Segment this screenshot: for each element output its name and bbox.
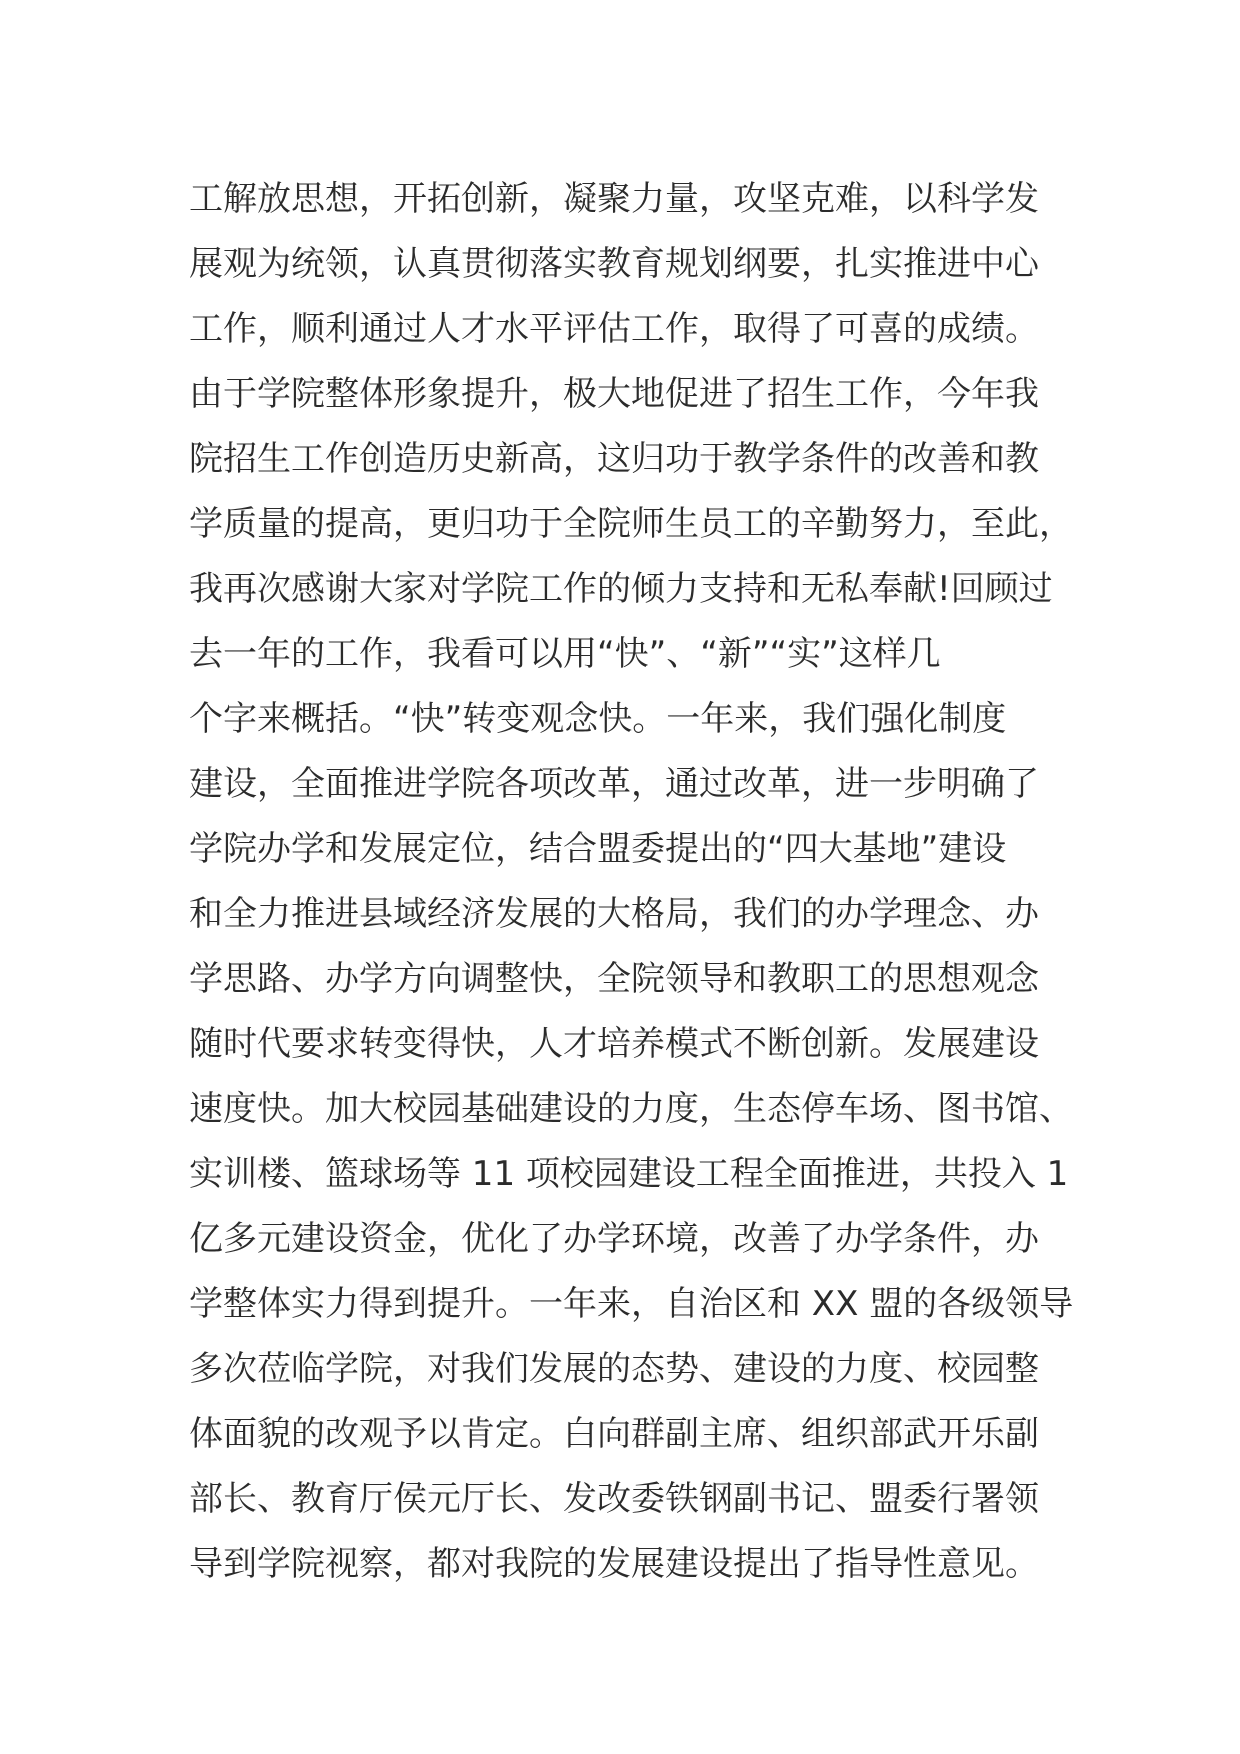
text-line: 多次莅临学院，对我们发展的态势、建设的力度、校园整 [189, 1349, 1039, 1389]
text-line: 导到学院视察，都对我院的发展建设提出了指导性意见。 [189, 1544, 1039, 1584]
text-line: 和全力推进县域经济发展的大格局，我们的办学理念、办 [189, 894, 1039, 934]
body-text [189, 167, 1074, 1597]
text-line: 速度快。加大校园基础建设的力度，生态停车场、图书馆、 [189, 1089, 1073, 1129]
text-line: 体面貌的改观予以肯定。白向群副主席、组织部武开乐副 [189, 1414, 1039, 1454]
text-line: 学思路、办学方向调整快，全院领导和教职工的思想观念 [189, 959, 1039, 999]
text-line: 学质量的提高，更归功于全院师生员工的辛勤努力，至此， [189, 504, 1073, 544]
text-line: 随时代要求转变得快，人才培养模式不断创新。发展建设 [189, 1024, 1039, 1064]
text-line: 由于学院整体形象提升，极大地促进了招生工作，今年我 [189, 374, 1039, 414]
text-line: 实训楼、篮球场等 11 项校园建设工程全面推进，共投入 1 [189, 1154, 1069, 1194]
text-line: 学整体实力得到提升。一年来，自治区和 XX 盟的各级领导 [189, 1284, 1074, 1324]
text-line: 展观为统领，认真贯彻落实教育规划纲要，扎实推进中心 [189, 244, 1039, 284]
text-line: 亿多元建设资金，优化了办学环境，改善了办学条件，办 [189, 1219, 1039, 1259]
text-line: 工作，顺利通过人才水平评估工作，取得了可喜的成绩。 [189, 309, 1039, 349]
text-line: 建设，全面推进学院各项改革，通过改革，进一步明确了 [189, 764, 1039, 804]
text-line: 部长、教育厅侯元厅长、发改委铁钢副书记、盟委行署领 [189, 1479, 1039, 1519]
text-line: 学院办学和发展定位，结合盟委提出的“四大基地”建设 [189, 829, 1007, 869]
text-line: 去一年的工作，我看可以用“快”、“新”“实”这样几 [189, 634, 941, 674]
text-line: 我再次感谢大家对学院工作的倾力支持和无私奉献!回顾过 [189, 569, 1053, 609]
text-line: 工解放思想，开拓创新，凝聚力量，攻坚克难，以科学发 [189, 179, 1039, 219]
text-line: 院招生工作创造历史新高，这归功于教学条件的改善和教 [189, 439, 1039, 479]
text-line: 个字来概括。“快”转变观念快。一年来，我们强化制度 [189, 699, 1007, 739]
